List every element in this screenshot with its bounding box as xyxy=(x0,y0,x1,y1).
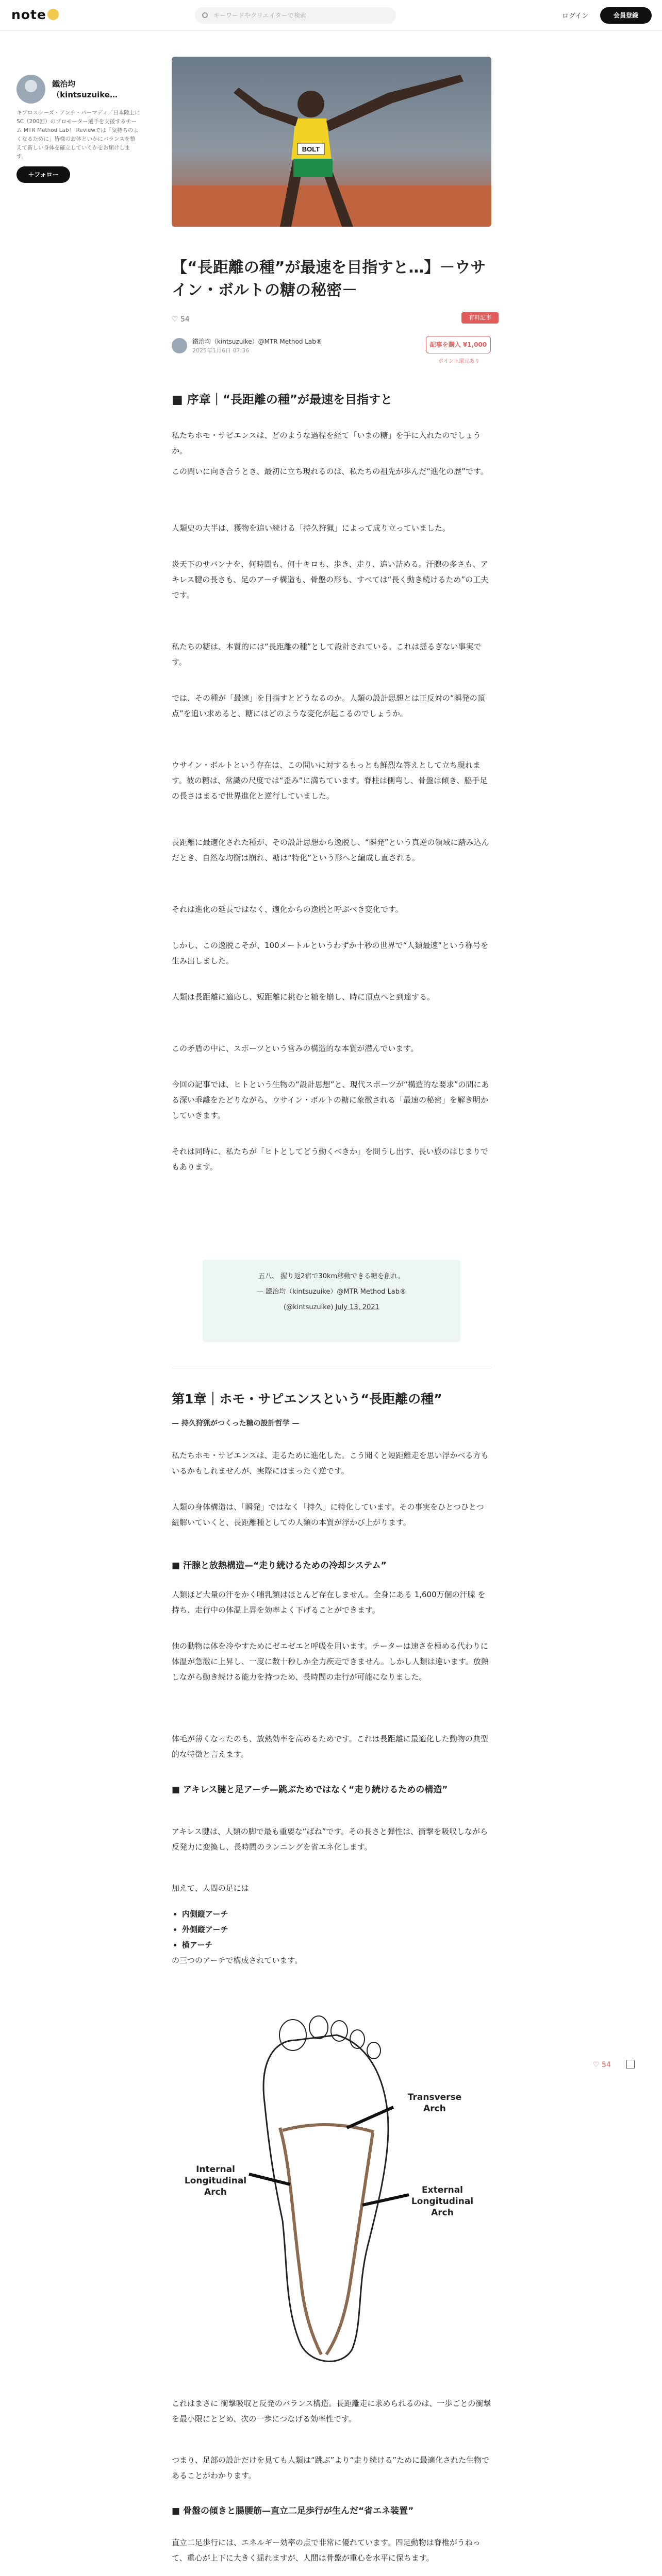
foot-arch-diagram xyxy=(172,1999,491,2380)
author-avatar[interactable] xyxy=(172,338,187,353)
sec3-heading: ■ 骨盤の傾きと腸腰筋—直立二足歩行が生んだ“省エネ装置” xyxy=(172,2506,414,2516)
quote-handle: (@kintsuzuike) xyxy=(284,1303,334,1311)
quote-text: 五八、 握り返2宿で30km移動できる糖を創れ。 xyxy=(258,1273,405,1280)
sec2-heading: ■ アキレス腱と足アーチ—跳ぶためではなく“走り続けるための構造” xyxy=(172,1785,448,1795)
prologue-p5: 私たちの糖は、本質的には“長距離の種”として設計されている。これは揺るぎない事実です。 xyxy=(172,642,482,667)
prologue-p6: では、その種が「最速」を目指すとどうなるのか。人類の設計思想とは正反対の“瞬発の頂点”を追い求めると、糖にはどのような変化が起こるのでしょうか。 xyxy=(172,693,485,718)
sec1-p3: 体毛が薄くなったのも、放熱効率を高めるためです。これは長距離に最適化した動物の典型的な特徴と言えます。 xyxy=(172,1734,488,1759)
chapter1-subtitle: — 持久狩猟がつくった糖の設計哲学 — xyxy=(172,1419,300,1428)
sec2-p1: アキレス腱は、人類の脚で最も重要な“ばね”です。その長さと弾性は、衝撃を吸収しながら反発力に変換し、長時間のランニングを省エネ化します。 xyxy=(172,1827,488,1852)
prologue-p9: それは進化の延長ではなく、適化からの逸脱と呼ぶべき変化です。 xyxy=(172,905,403,914)
author-profile xyxy=(16,75,140,183)
arch-item: • 外側縦アーチ xyxy=(182,1922,491,1937)
paid-badge: 有料記事 xyxy=(461,312,499,324)
side-like-button[interactable]: ♡ 54 xyxy=(593,2061,611,2069)
svg-text:BOLT: BOLT xyxy=(302,145,320,153)
arch-list-after: の三つのアーチで構成されています。 xyxy=(172,1956,303,1965)
chapter1-p1: 私たちホモ・サピエンスは、走るために進化した。こう聞くと短距離走を思い浮かべる方もいるかもしれませんが、実際にはまったく逆です。 xyxy=(172,1451,489,1476)
chapter1-p2: 人類の身体構造は、「瞬発」ではなく「持久」に特化しています。その事実をひとつひとつ紐解いていくと、長距離種としての人類の本質が浮かび上がります。 xyxy=(172,1502,484,1527)
hero-image xyxy=(172,57,491,227)
prologue-heading: ■ 序章｜“長距離の種”が最速を目指すと xyxy=(172,393,392,406)
like-count[interactable]: ♡ 54 xyxy=(172,315,190,324)
search-icon xyxy=(202,12,208,18)
quote-date-link[interactable]: July 13, 2021 xyxy=(335,1303,379,1311)
search-input[interactable]: キーワードやクリエイターで検索 xyxy=(195,7,396,24)
after-image-p1: これはまさに 衝撃吸収と反発のバランス構造。長距離走に求められるのは、一歩ごとの衝撃を最小限にとどめ、次の一歩につなげる効率性です。 xyxy=(172,2399,491,2424)
label-internal-arch: Internal Longitudinal Arch xyxy=(184,2164,247,2197)
sec1-p1: 人類ほど大量の汗をかく哺乳類はほとんど存在しません。全身にある 1,600万個の汗腺 を持ち、走行中の体温上昇を効率よく下げることができます。 xyxy=(172,1590,486,1615)
logo-mark-icon xyxy=(47,9,59,20)
arch-item: • 内側縦アーチ xyxy=(182,1906,491,1922)
prologue-p7: ウサイン・ボルトという存在は、この問いに対するもっとも鮮烈な答えとして立ち現れます。彼の糖は、常識の尺度では“歪み”に満ちています。脊柱は側弯し、骨盤は傾き、脇手足の長さはまるで世界進化と逆行していました。 xyxy=(172,760,488,801)
author-name[interactable]: 鐵治均（kintsuzuike）@MTR Method Lab® xyxy=(192,338,322,345)
hero-photo-illustration xyxy=(172,57,491,227)
profile-name[interactable]: 鐵治均（kintsuzuike… xyxy=(52,79,118,99)
sec1-p2: 他の動物は体を冷やすためにゼエゼエと呼吸を用います。チーターは速さを極める代わりに体温が急激に上昇し、一度に数十秒しか全力疾走できません。しかし人類は違います。放熱しながら動き続ける能力を持つため、長時間の走行が可能になりました。 xyxy=(172,1641,489,1682)
label-transverse-arch: Transverse Arch xyxy=(407,2092,462,2114)
signup-button[interactable]: 会員登録 xyxy=(600,7,652,24)
purchase-button[interactable]: 記事を購入 ¥1,000 xyxy=(426,336,491,353)
profile-bio: キプロスシーズ・アンチ・パーマディ／日本陸上にSC（200回）のプロモーター選手を支援するチーム MTR Method Lab！ Reviewでは「気持ちのよくなるために」皆様のお体といかにバランスを整えて新しい身体を確立していくかをお届けします。 xyxy=(16,110,140,160)
prologue-p3: 人類史の大半は、獲物を追い続ける「持久狩猟」によって成り立っていました。 xyxy=(172,523,451,533)
prologue-p8: 長距離に最適化された種が、その設計思想から逸脱し、“瞬発”という真逆の領域に踏み込んだとき、自然な均衡は崩れ、糖は“特化”という形へと編成し直される。 xyxy=(172,838,489,862)
share-icon[interactable] xyxy=(626,2060,635,2069)
sec3-p1: 直立二足歩行には、エネルギー効率の点で非常に優れています。四足動物は脊椎がうねって、重心が上下に大きく揺れますが、人間は骨盤が重心を水平に保ちます。 xyxy=(172,2538,481,2563)
prologue-p2: この問いに向き合うとき、最初に立ち現れるのは、私たちの祖先が歩んだ“進化の歴”です。 xyxy=(172,467,488,476)
label-external-arch: External Longitudinal Arch xyxy=(411,2185,474,2218)
publish-date: 2025年1月6日 07:36 xyxy=(192,347,250,354)
prologue-p14: それは同時に、私たちが「ヒトとしてどう動くべきか」を問うし出す、長い旅のはじまりでもあります。 xyxy=(172,1147,488,1172)
prologue-p12: この矛盾の中に、スポーツという営みの構造的な本質が潜んでいます。 xyxy=(172,1044,419,1053)
prologue-p11: 人類は長距離に適応し、短距離に挑むと糖を崩し、時に頂点へと到達する。 xyxy=(172,992,435,1002)
follow-button[interactable]: ＋フォロー xyxy=(16,166,70,183)
prologue-p1: 私たちホモ・サピエンスは、どのような過程を経て「いまの糖」を手に入れたのでしょうか。 xyxy=(172,431,481,455)
article-title: 【“長距離の種”が最速を目指すと…】－ウサイン・ボルトの糖の秘密－ xyxy=(172,259,486,299)
note-logo[interactable]: note xyxy=(11,7,59,22)
quote-author: — 鐵治均（kintsuzuike）@MTR Method Lab® xyxy=(256,1288,407,1296)
prologue-p10: しかし、この逸脱こそが、100メートルというわずか十秒の世界で“人類最速”という称号を生み出しました。 xyxy=(172,941,489,965)
arch-list xyxy=(172,1906,491,1968)
site-header xyxy=(0,0,662,31)
login-link[interactable]: ログイン xyxy=(562,12,589,20)
after-image-p2: つまり、足部の設計だけを見ても人類は“跳ぶ”より“走り続ける”ために最適化された生物であることがわかります。 xyxy=(172,2455,490,2480)
arch-item: • 横アーチ xyxy=(182,1937,491,1953)
points-note: ポイント還元あり xyxy=(438,359,479,364)
embedded-quote xyxy=(203,1260,460,1342)
sec2-p2: 加えて、人間の足には xyxy=(172,1884,249,1893)
prologue-p4: 炎天下のサバンナを、何時間も、何十キロも、歩き、走り、追い詰める。汗腺の多さも、アキレス腱の長さも、足のアーチ構造も、骨盤の形も、すべては“長く動き続けるため”の工夫です。 xyxy=(172,560,489,600)
chapter1-heading: 第1章｜ホモ・サピエンスという“長距離の種” xyxy=(172,1392,442,1406)
prologue-p13: 今回の記事では、ヒトという生物の“設計思想”と、現代スポーツが“構造的な要求”の間にある深い乖離をたどりながら、ウサイン・ボルトの糖に象徴される「最速の秘密」を解き明かしていきます。 xyxy=(172,1080,489,1120)
sec1-heading: ■ 汗腺と放熱構造—“走り続けるための冷却システム” xyxy=(172,1561,387,1571)
avatar[interactable] xyxy=(16,75,45,104)
